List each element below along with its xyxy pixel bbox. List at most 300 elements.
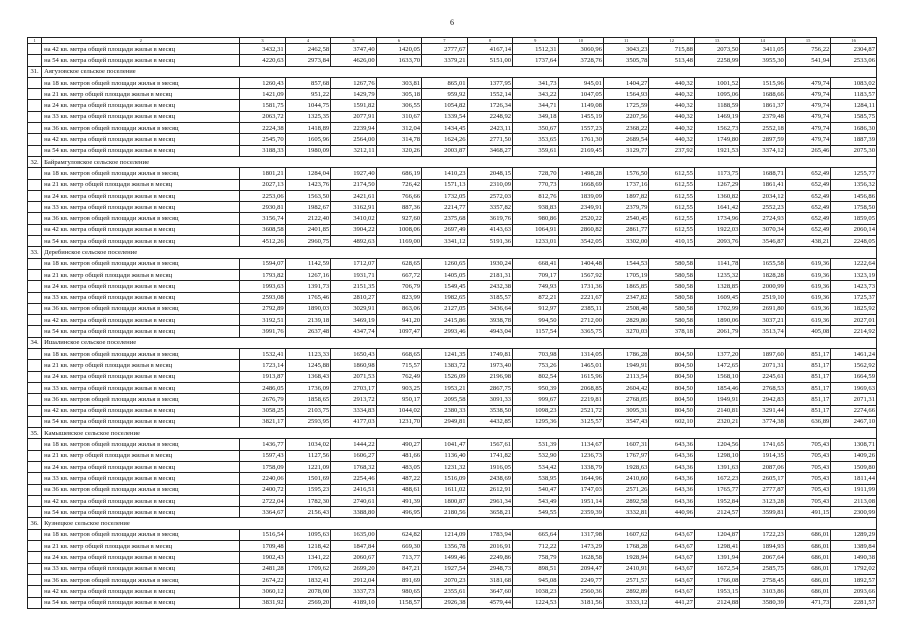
value-cell: 903,25 xyxy=(376,382,421,393)
value-cell: 3302,00 xyxy=(603,236,648,247)
value-cell: 1423,76 xyxy=(285,179,330,190)
value-cell: 1267,29 xyxy=(694,179,739,190)
value-cell: 3060,12 xyxy=(240,586,285,597)
value-cell: 602,10 xyxy=(649,416,694,427)
value-cell: 3337,73 xyxy=(331,586,376,597)
value-cell: 1338,79 xyxy=(558,461,603,472)
table-row xyxy=(28,382,877,393)
value-cell: 912,97 xyxy=(513,303,558,314)
value-cell: 513,48 xyxy=(649,55,694,66)
table-row xyxy=(28,269,877,280)
value-cell: 624,82 xyxy=(376,529,421,540)
value-cell: 410,15 xyxy=(649,236,694,247)
value-cell: 2423,11 xyxy=(467,123,512,134)
value-cell: 715,57 xyxy=(376,360,421,371)
value-cell: 2960,75 xyxy=(285,236,330,247)
section-number: 35. xyxy=(28,428,42,439)
value-cell: 851,17 xyxy=(785,382,830,393)
value-cell: 2078,00 xyxy=(285,586,330,597)
value-cell: 1865,85 xyxy=(603,281,648,292)
value-cell: 2691,80 xyxy=(740,303,785,314)
value-cell: 686,19 xyxy=(376,168,421,179)
value-cell: 491,39 xyxy=(376,495,421,506)
value-cell: 2224,38 xyxy=(240,123,285,134)
table-row xyxy=(28,134,877,145)
value-cell: 1655,58 xyxy=(740,258,785,269)
value-cell: 1509,80 xyxy=(831,461,877,472)
value-cell: 1606,27 xyxy=(331,450,376,461)
value-cell: 440,32 xyxy=(649,134,694,145)
value-cell: 3037,21 xyxy=(740,315,785,326)
section-row xyxy=(28,337,877,348)
value-cell: 1892,57 xyxy=(831,574,877,585)
value-cell: 2571,26 xyxy=(603,484,648,495)
value-cell: 758,79 xyxy=(513,552,558,563)
value-cell: 3469,19 xyxy=(331,315,376,326)
value-cell: 1607,31 xyxy=(603,439,648,450)
value-cell: 580,58 xyxy=(649,303,694,314)
value-cell: 1731,36 xyxy=(558,281,603,292)
row-label: на 18 кв. метров общей площади жилья в месяц xyxy=(42,258,240,269)
value-cell: 1980,09 xyxy=(285,145,330,156)
table-row xyxy=(28,405,877,416)
value-cell: 1328,85 xyxy=(694,281,739,292)
value-cell: 2320,21 xyxy=(694,416,739,427)
row-number-cell xyxy=(28,473,42,484)
table-row xyxy=(28,597,877,608)
value-cell: 3043,23 xyxy=(603,44,648,55)
value-cell: 1605,96 xyxy=(285,134,330,145)
table-row xyxy=(28,77,877,88)
value-cell: 1356,32 xyxy=(831,179,877,190)
value-cell: 2758,45 xyxy=(740,574,785,585)
value-cell: 1183,57 xyxy=(831,89,877,100)
row-number-cell xyxy=(28,574,42,585)
value-cell: 2070,23 xyxy=(422,574,467,585)
value-cell: 320,26 xyxy=(376,145,421,156)
value-cell: 612,55 xyxy=(649,202,694,213)
value-cell: 705,43 xyxy=(785,439,830,450)
value-cell: 2930,81 xyxy=(240,202,285,213)
row-number-cell xyxy=(28,213,42,224)
table-row xyxy=(28,190,877,201)
value-cell: 2593,95 xyxy=(285,416,330,427)
row-number-cell xyxy=(28,281,42,292)
value-cell: 2768,53 xyxy=(740,382,785,393)
value-cell: 549,55 xyxy=(513,507,558,518)
row-label: на 24 кв. метра общей площади жилья в месяц xyxy=(42,461,240,472)
value-cell: 865,01 xyxy=(422,77,467,88)
row-number-cell xyxy=(28,44,42,55)
value-cell: 1490,38 xyxy=(831,552,877,563)
value-cell: 1267,16 xyxy=(285,269,330,280)
value-cell: 1902,43 xyxy=(240,552,285,563)
value-cell: 1930,24 xyxy=(467,258,512,269)
value-cell: 950,39 xyxy=(513,382,558,393)
value-cell: 3608,58 xyxy=(240,224,285,235)
value-cell: 1532,41 xyxy=(240,349,285,360)
value-cell: 999,67 xyxy=(513,394,558,405)
section-number: 32. xyxy=(28,156,42,167)
value-cell: 2240,06 xyxy=(240,473,285,484)
value-cell: 580,58 xyxy=(649,281,694,292)
value-cell: 580,58 xyxy=(649,292,694,303)
value-cell: 2521,72 xyxy=(558,405,603,416)
value-cell: 1391,94 xyxy=(694,552,739,563)
value-cell: 1123,33 xyxy=(285,349,330,360)
table-row xyxy=(28,326,877,337)
value-cell: 1233,01 xyxy=(513,236,558,247)
table-row xyxy=(28,224,877,235)
value-cell: 1949,91 xyxy=(694,394,739,405)
value-cell: 2545,70 xyxy=(240,134,285,145)
value-cell: 1749,80 xyxy=(694,134,739,145)
table-row xyxy=(28,145,877,156)
value-cell: 2113,08 xyxy=(831,495,877,506)
value-cell: 1928,63 xyxy=(603,461,648,472)
value-cell: 1595,23 xyxy=(285,484,330,495)
value-cell: 580,58 xyxy=(649,269,694,280)
value-cell: 2421,61 xyxy=(331,190,376,201)
value-cell: 847,21 xyxy=(376,563,421,574)
page-number: 6 xyxy=(450,18,454,27)
value-cell: 3938,78 xyxy=(467,315,512,326)
value-cell: 1097,47 xyxy=(376,326,421,337)
value-cell: 1034,02 xyxy=(285,439,330,450)
value-cell: 1758,09 xyxy=(240,461,285,472)
row-number-cell xyxy=(28,89,42,100)
value-cell: 3332,81 xyxy=(603,507,648,518)
value-cell: 1747,03 xyxy=(558,484,603,495)
value-cell: 2380,33 xyxy=(422,405,467,416)
value-cell: 2892,58 xyxy=(603,495,648,506)
row-label: на 54 кв. метра общей площади жилья в месяц xyxy=(42,507,240,518)
value-cell: 1749,81 xyxy=(467,349,512,360)
value-cell: 310,67 xyxy=(376,111,421,122)
value-cell: 3364,67 xyxy=(240,507,285,518)
value-cell: 353,65 xyxy=(513,134,558,145)
row-number-cell xyxy=(28,507,42,518)
value-cell: 2027,13 xyxy=(240,179,285,190)
row-number-cell xyxy=(28,315,42,326)
value-cell: 1562,73 xyxy=(694,123,739,134)
value-cell: 359,61 xyxy=(513,145,558,156)
value-cell: 341,73 xyxy=(513,77,558,88)
value-cell: 3580,39 xyxy=(740,597,785,608)
row-label: на 33 кв. метра общей площади жилья в месяц xyxy=(42,292,240,303)
value-cell: 1624,26 xyxy=(422,134,467,145)
value-cell: 3192,51 xyxy=(240,315,285,326)
value-cell: 312,04 xyxy=(376,123,421,134)
value-cell: 726,42 xyxy=(376,179,421,190)
value-cell: 1765,77 xyxy=(694,484,739,495)
column-number: 4 xyxy=(285,38,330,44)
value-cell: 980,65 xyxy=(376,586,421,597)
value-cell: 1308,71 xyxy=(831,439,877,450)
value-cell: 2593,08 xyxy=(240,292,285,303)
row-number-cell xyxy=(28,179,42,190)
column-number: 3 xyxy=(240,38,285,44)
value-cell: 612,55 xyxy=(649,224,694,235)
value-cell: 1038,23 xyxy=(513,586,558,597)
value-cell: 636,89 xyxy=(785,416,830,427)
value-cell: 2637,48 xyxy=(285,326,330,337)
value-cell: 1158,57 xyxy=(376,597,421,608)
value-cell: 580,58 xyxy=(649,258,694,269)
value-cell: 1241,35 xyxy=(422,349,467,360)
row-number-cell xyxy=(28,224,42,235)
value-cell: 1911,99 xyxy=(831,484,877,495)
column-number: 16 xyxy=(831,38,877,44)
value-cell: 1800,87 xyxy=(422,495,467,506)
value-cell: 2897,59 xyxy=(740,134,785,145)
value-cell: 2061,79 xyxy=(694,326,739,337)
value-cell: 951,22 xyxy=(285,89,330,100)
value-cell: 1927,40 xyxy=(331,168,376,179)
value-cell: 2196,98 xyxy=(467,371,512,382)
value-cell: 580,58 xyxy=(649,315,694,326)
value-cell: 1149,08 xyxy=(558,100,603,111)
value-cell: 1255,77 xyxy=(831,168,877,179)
row-label: на 18 кв. метров общей площади жилья в месяц xyxy=(42,529,240,540)
row-label: на 21 кв. метр общей площади жилья в месяц xyxy=(42,179,240,190)
value-cell: 619,36 xyxy=(785,315,830,326)
value-cell: 959,92 xyxy=(422,89,467,100)
value-cell: 1134,67 xyxy=(558,439,603,450)
value-cell: 343,22 xyxy=(513,89,558,100)
value-cell: 643,36 xyxy=(649,484,694,495)
value-cell: 2067,64 xyxy=(740,552,785,563)
value-cell: 2245,61 xyxy=(740,371,785,382)
table-row xyxy=(28,236,877,247)
value-cell: 994,50 xyxy=(513,315,558,326)
value-cell: 1410,23 xyxy=(422,168,467,179)
value-cell: 4626,00 xyxy=(331,55,376,66)
value-cell: 1635,00 xyxy=(331,529,376,540)
value-cell: 728,70 xyxy=(513,168,558,179)
value-cell: 2438,69 xyxy=(467,473,512,484)
value-cell: 4177,03 xyxy=(331,416,376,427)
row-number-cell xyxy=(28,416,42,427)
value-cell: 2401,85 xyxy=(285,224,330,235)
value-cell: 749,93 xyxy=(513,281,558,292)
table-row xyxy=(28,541,877,552)
value-cell: 2486,05 xyxy=(240,382,285,393)
value-cell: 2071,31 xyxy=(831,394,877,405)
value-cell: 2571,57 xyxy=(603,574,648,585)
value-cell: 490,27 xyxy=(376,439,421,450)
value-cell: 652,49 xyxy=(785,213,830,224)
value-cell: 1465,01 xyxy=(558,360,603,371)
value-cell: 1811,44 xyxy=(831,473,877,484)
value-cell: 3334,83 xyxy=(331,405,376,416)
value-cell: 1298,41 xyxy=(694,541,739,552)
value-cell: 1429,79 xyxy=(331,89,376,100)
value-cell: 643,67 xyxy=(649,529,694,540)
value-cell: 3436,64 xyxy=(467,303,512,314)
value-cell: 2000,99 xyxy=(740,281,785,292)
value-cell: 1423,73 xyxy=(831,281,877,292)
value-cell: 2169,45 xyxy=(558,145,603,156)
value-cell: 2075,30 xyxy=(831,145,877,156)
value-cell: 851,17 xyxy=(785,394,830,405)
value-cell: 1501,69 xyxy=(285,473,330,484)
value-cell: 532,90 xyxy=(513,450,558,461)
value-cell: 2127,05 xyxy=(422,303,467,314)
value-cell: 1552,14 xyxy=(467,89,512,100)
value-cell: 1705,19 xyxy=(603,269,648,280)
value-cell: 3129,77 xyxy=(603,145,648,156)
value-cell: 2103,75 xyxy=(285,405,330,416)
table-row xyxy=(28,552,877,563)
value-cell: 4143,63 xyxy=(467,224,512,235)
column-number: 10 xyxy=(558,38,603,44)
row-number-cell xyxy=(28,190,42,201)
value-cell: 619,36 xyxy=(785,281,830,292)
value-cell: 440,32 xyxy=(649,89,694,100)
value-cell: 887,36 xyxy=(376,202,421,213)
value-cell: 1952,84 xyxy=(694,495,739,506)
value-cell: 1969,63 xyxy=(831,382,877,393)
value-cell: 2349,91 xyxy=(558,202,603,213)
table-row xyxy=(28,179,877,190)
value-cell: 1567,92 xyxy=(558,269,603,280)
row-number-cell xyxy=(28,371,42,382)
value-cell: 1723,14 xyxy=(240,360,285,371)
row-label: на 54 кв. метра общей площади жилья в месяц xyxy=(42,597,240,608)
table-row xyxy=(28,123,877,134)
row-number-cell xyxy=(28,597,42,608)
value-cell: 2095,58 xyxy=(422,394,467,405)
value-cell: 3181,68 xyxy=(467,574,512,585)
row-label: на 33 кв. метра общей площади жилья в месяц xyxy=(42,202,240,213)
row-label: на 42 кв. метра общей площади жилья в месяц xyxy=(42,315,240,326)
row-label: на 24 кв. метра общей площади жилья в месяц xyxy=(42,371,240,382)
value-cell: 891,69 xyxy=(376,574,421,585)
value-cell: 652,49 xyxy=(785,168,830,179)
value-cell: 950,17 xyxy=(376,394,421,405)
value-cell: 812,76 xyxy=(513,190,558,201)
value-cell: 628,65 xyxy=(376,258,421,269)
value-cell: 3432,31 xyxy=(240,44,285,55)
value-cell: 643,36 xyxy=(649,439,694,450)
table-row xyxy=(28,507,877,518)
value-cell: 804,50 xyxy=(649,394,694,405)
row-number-cell xyxy=(28,439,42,450)
row-number-cell xyxy=(28,303,42,314)
value-cell: 1712,07 xyxy=(331,258,376,269)
value-cell: 2281,57 xyxy=(831,597,877,608)
row-label: на 21 кв. метр общей площади жилья в месяц xyxy=(42,89,240,100)
value-cell: 479,74 xyxy=(785,100,830,111)
value-cell: 1650,43 xyxy=(331,349,376,360)
value-cell: 1914,35 xyxy=(740,450,785,461)
value-cell: 3058,25 xyxy=(240,405,285,416)
column-number: 11 xyxy=(603,38,648,44)
value-cell: 1224,53 xyxy=(513,597,558,608)
value-cell: 804,50 xyxy=(649,405,694,416)
row-label: на 24 кв. метра общей площади жилья в месяц xyxy=(42,190,240,201)
value-cell: 2087,06 xyxy=(740,461,785,472)
value-cell: 851,17 xyxy=(785,371,830,382)
value-cell: 2310,09 xyxy=(467,179,512,190)
value-cell: 2258,99 xyxy=(694,55,739,66)
value-cell: 766,66 xyxy=(376,190,421,201)
value-cell: 1188,59 xyxy=(694,100,739,111)
value-cell: 541,94 xyxy=(785,55,830,66)
value-cell: 2560,36 xyxy=(558,586,603,597)
value-cell: 1323,19 xyxy=(831,269,877,280)
value-cell: 2569,20 xyxy=(285,597,330,608)
row-label: на 21 кв. метр общей площади жилья в месяц xyxy=(42,450,240,461)
value-cell: 753,26 xyxy=(513,360,558,371)
value-cell: 2676,79 xyxy=(240,394,285,405)
value-cell: 3728,76 xyxy=(558,55,603,66)
column-number: 8 xyxy=(467,38,512,44)
value-cell: 2892,89 xyxy=(603,586,648,597)
table-row xyxy=(28,55,877,66)
value-cell: 2564,00 xyxy=(331,134,376,145)
row-label: на 21 кв. метр общей площади жилья в месяц xyxy=(42,360,240,371)
value-cell: 713,77 xyxy=(376,552,421,563)
value-cell: 2214,77 xyxy=(422,202,467,213)
value-cell: 1951,14 xyxy=(558,495,603,506)
value-cell: 1664,59 xyxy=(831,371,877,382)
value-cell: 2027,01 xyxy=(831,315,877,326)
table-row xyxy=(28,416,877,427)
value-cell: 1341,22 xyxy=(285,552,330,563)
value-cell: 1737,64 xyxy=(513,55,558,66)
value-cell: 1847,84 xyxy=(331,541,376,552)
value-cell: 619,36 xyxy=(785,258,830,269)
value-cell: 2304,87 xyxy=(831,44,877,55)
row-number-cell xyxy=(28,541,42,552)
value-cell: 2674,22 xyxy=(240,574,285,585)
value-cell: 3029,91 xyxy=(331,303,376,314)
value-cell: 665,64 xyxy=(513,529,558,540)
value-cell: 2768,05 xyxy=(603,394,648,405)
value-cell: 1498,28 xyxy=(558,168,603,179)
value-cell: 2060,14 xyxy=(831,224,877,235)
row-number-cell xyxy=(28,394,42,405)
value-cell: 2948,73 xyxy=(467,563,512,574)
value-cell: 496,95 xyxy=(376,507,421,518)
row-number-cell xyxy=(28,484,42,495)
value-cell: 4220,63 xyxy=(240,55,285,66)
value-cell: 643,67 xyxy=(649,586,694,597)
value-cell: 1854,46 xyxy=(694,382,739,393)
value-cell: 2113,54 xyxy=(603,371,648,382)
value-cell: 1455,19 xyxy=(558,111,603,122)
value-cell: 2093,76 xyxy=(694,236,739,247)
value-cell: 344,71 xyxy=(513,100,558,111)
row-number-cell xyxy=(28,586,42,597)
value-cell: 2094,47 xyxy=(558,563,603,574)
value-cell: 1298,10 xyxy=(694,450,739,461)
value-cell: 619,36 xyxy=(785,292,830,303)
value-cell: 804,50 xyxy=(649,349,694,360)
value-cell: 2993,46 xyxy=(422,326,467,337)
value-cell: 2410,91 xyxy=(603,563,648,574)
value-cell: 1982,67 xyxy=(285,202,330,213)
row-number-cell xyxy=(28,123,42,134)
value-cell: 1672,23 xyxy=(694,473,739,484)
value-cell: 1231,32 xyxy=(422,461,467,472)
section-number: 34. xyxy=(28,337,42,348)
value-cell: 1758,50 xyxy=(831,202,877,213)
table-row xyxy=(28,315,877,326)
value-cell: 1136,40 xyxy=(422,450,467,461)
